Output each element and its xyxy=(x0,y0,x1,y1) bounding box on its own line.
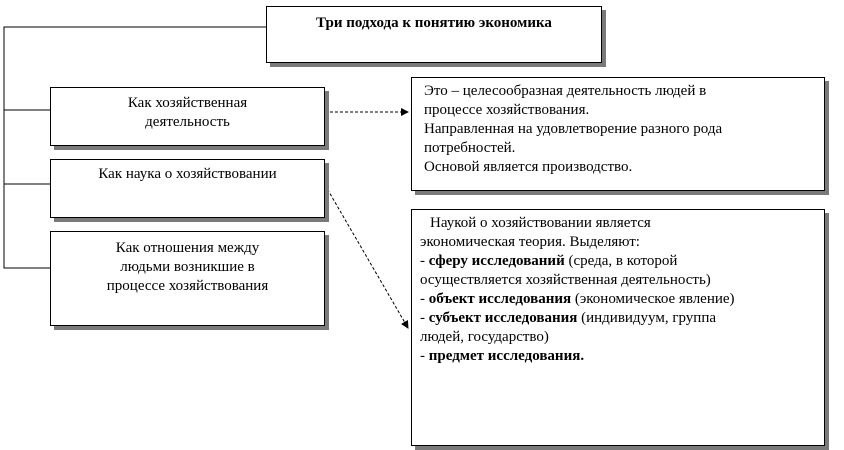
theory-item xyxy=(420,252,818,271)
approach-label-line: процессе хозяйствования xyxy=(106,278,269,294)
item-dash: - xyxy=(420,310,429,326)
item-dash: - xyxy=(420,253,429,269)
approach-box-activity xyxy=(50,87,325,146)
item-desc: (индивидуум, группа xyxy=(577,310,717,326)
theory-intro-line: экономическая теория. Выделяют: xyxy=(420,234,640,250)
definition-box xyxy=(411,77,825,191)
theory-item-cont: осуществляется хозяйственная деятельность) xyxy=(420,272,711,288)
theory-item xyxy=(420,290,818,309)
item-dash: - xyxy=(420,348,429,364)
arrow-science-to-theory xyxy=(325,185,408,328)
theory-box xyxy=(411,209,825,446)
approach-label-line: деятельность xyxy=(145,114,230,130)
approach-label-line: Как отношения между xyxy=(115,240,260,256)
item-desc: (среда, в которой xyxy=(564,253,678,269)
definition-line: Основой является производство. xyxy=(424,159,633,175)
definition-line: процессе хозяйствования. xyxy=(424,102,590,118)
item-term: объект исследования xyxy=(428,291,572,307)
definition-line: потребностей. xyxy=(424,140,516,156)
item-term: предмет исследования. xyxy=(428,348,585,364)
item-term: субъект исследования xyxy=(428,310,578,326)
item-desc: (экономическое явление) xyxy=(571,291,735,307)
approach-label-line: Как наука о хозяйствовании xyxy=(98,166,277,182)
theory-item-cont: людей, государство) xyxy=(420,329,549,345)
theory-item xyxy=(420,347,818,366)
definition-line: Это – целесообразная деятельность людей в xyxy=(424,83,707,99)
diagram-title: Три подхода к понятию экономика xyxy=(316,15,552,31)
title-box xyxy=(266,6,602,63)
theory-item xyxy=(420,309,818,328)
approach-label-line: Как хозяйственная xyxy=(127,95,248,111)
theory-intro-line: Наукой о хозяйствовании является xyxy=(430,215,651,231)
item-dash: - xyxy=(420,291,429,307)
definition-line: Направленная на удовлетворение разного рода xyxy=(424,121,723,137)
approach-label-line: людьми возникшие в xyxy=(120,259,255,275)
item-term: сферу исследований xyxy=(428,253,565,269)
approach-box-science xyxy=(50,159,325,218)
approach-box-relations xyxy=(50,231,325,326)
